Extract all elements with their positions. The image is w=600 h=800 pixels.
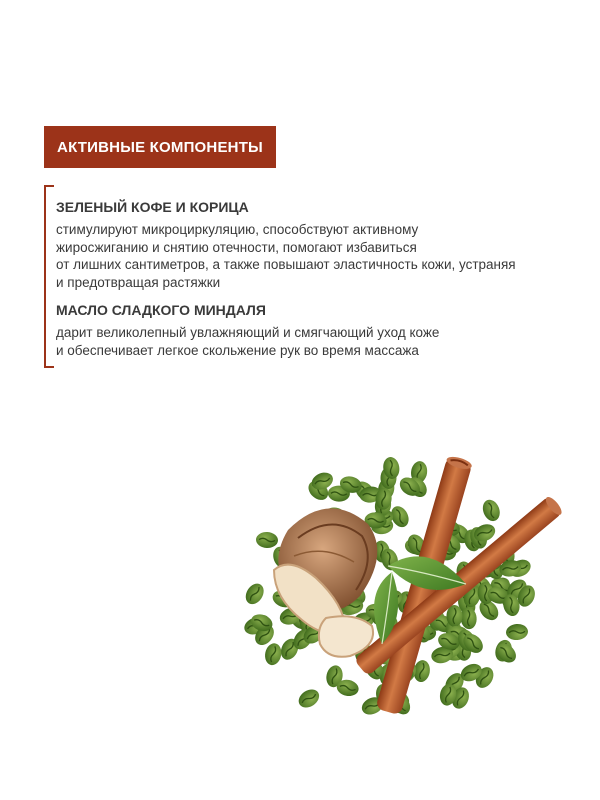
section-header-title: АКТИВНЫЕ КОМПОНЕНТЫ <box>57 138 263 156</box>
component-description: дарит великолепный увлажняющий и смягчающий уход коже и обеспечивает легкое скольжение рук во время массажа <box>56 325 440 358</box>
coffee-bean <box>480 497 503 523</box>
bracket-decoration <box>44 185 54 368</box>
component-title: ЗЕЛЕНЫЙ КОФЕ И КОРИЦА <box>56 199 249 215</box>
section-header-badge <box>44 126 276 168</box>
coffee-bean <box>256 531 279 548</box>
almond-icon <box>274 508 377 656</box>
coffee-bean <box>263 642 283 667</box>
component-description: стимулируют микроциркуляцию, способствуют активному жиросжиганию и снятию отечности, помогают избавиться от лишних сантиметров, а также повышают эластичность кожи, устраняя и предотвращая растяжки <box>56 222 516 290</box>
coffee-bean <box>242 580 267 607</box>
coffee-bean <box>295 686 322 711</box>
component-title: МАСЛО СЛАДКОГО МИНДАЛЯ <box>56 302 266 318</box>
coffee-cinnamon-almond-illustration <box>228 448 576 738</box>
component-green-coffee-cinnamon <box>56 199 586 291</box>
coffee-bean <box>505 623 528 641</box>
component-sweet-almond-oil <box>56 302 586 359</box>
